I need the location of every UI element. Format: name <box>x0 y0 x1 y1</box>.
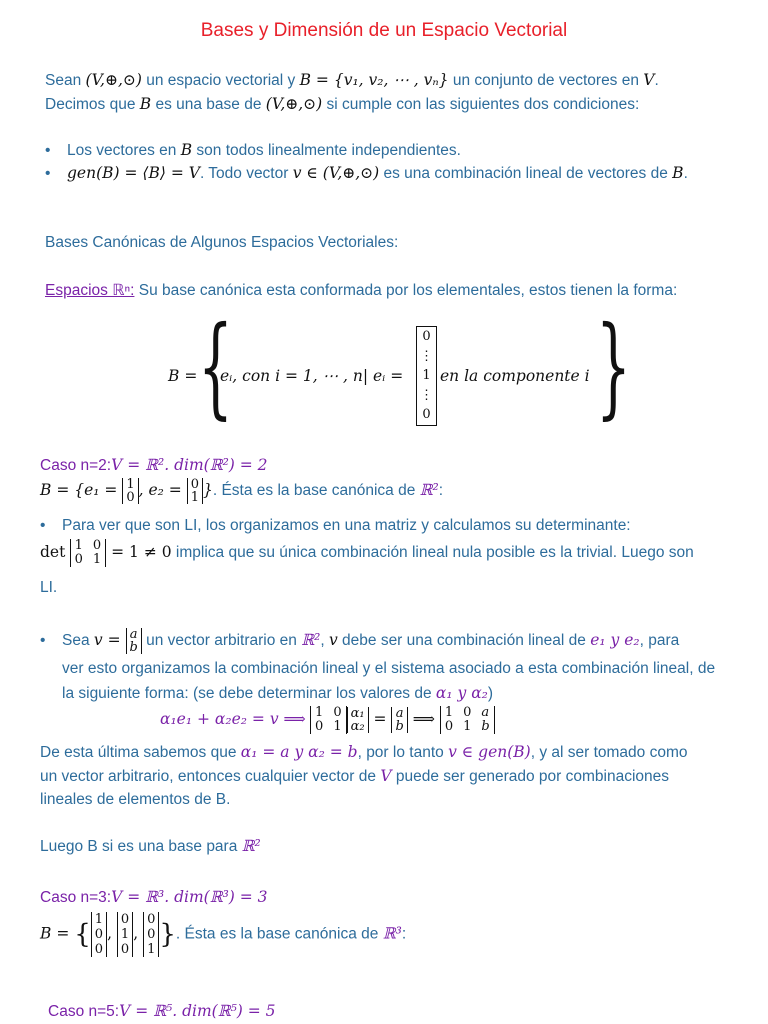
rn-label: Espacios ℝⁿ: <box>45 282 135 299</box>
case2-bullet-2: • Sea v = a b un vector arbitrario en ℝ², v debe ser una combinación lineal de e₁ y e₂, para <box>40 627 680 655</box>
case2-det-line: det 1 0 0 1 = 1 ≠ 0 implica que su única combinación lineal nula posible es la trivial. Luego son <box>40 538 694 567</box>
e1-vector: 1 0 <box>122 478 138 504</box>
case2-conclusion-3: lineales de elementos de B. <box>40 791 231 808</box>
rn-line: Espacios ℝⁿ: Su base canónica esta conformada por los elementales, estos tienen la forma: <box>45 282 678 299</box>
case3-heading: Caso n=3:V = ℝ³. dim(ℝ³) = 3 <box>40 888 268 906</box>
case2-bullet-2-line-3: la siguiente forma: (se debe determinar los valores de α₁ y α₂) <box>62 684 494 702</box>
case2-final: Luego B si es una base para ℝ² <box>40 837 261 855</box>
e3-r3: 0 0 1 <box>143 912 159 957</box>
case3-basis: B = { 1 0 0 , 0 1 0 , 0 0 1 }. Ésta es la base canónica de ℝ³: <box>40 912 407 957</box>
case2-system-equation: α₁e₁ + α₂e₂ = v ⟹ 1 0 0 1 α₁ α₂ = a b ⟹ 1 0 a 0 1 b <box>160 706 495 734</box>
case2-bullet-1: • Para ver que son LI, los organizamos en una matriz y calculamos su determinante: <box>40 517 631 534</box>
case5-heading: Caso n=5:V = ℝ⁵. dim(ℝ⁵) = 5 <box>48 1002 276 1020</box>
case2-conclusion-2: un vector arbitrario, entonces cualquier vector de V puede ser generado por combinaciones <box>40 767 669 785</box>
elementary-vector: 0 ⋮ 1 ⋮ 0 <box>416 326 437 426</box>
e1-r3: 1 0 0 <box>91 912 107 957</box>
det-matrix: 1 0 0 1 <box>70 539 107 567</box>
page-title: Bases y Dimensión de un Espacio Vectorial <box>200 20 568 41</box>
condition-2: • gen(B) = ⟨B⟩ = V. Todo vector v ∈ (V,⊕,⊙) es una combinación lineal de vectores de B. <box>45 164 688 182</box>
case2-det-line-2: LI. <box>40 579 58 596</box>
case2-heading: Caso n=2:V = ℝ². dim(ℝ²) = 2 <box>40 456 268 474</box>
canonical-heading: Bases Canónicas de Algunos Espacios Vectoriales: <box>45 234 399 251</box>
intro-line-1: Sean (V,⊕,⊙) un espacio vectorial y B = {v₁, v₂, ⋯ , vₙ} un conjunto de vectores en V. <box>45 71 659 89</box>
case2-basis: B = {e₁ = 1 0 , e₂ = 0 1 }. Ésta es la base canónica de ℝ²: <box>40 477 444 505</box>
case2-conclusion-1: De esta última sabemos que α₁ = a y α₂ = b, por lo tanto v ∈ gen(B), y al ser tomado como <box>40 743 688 761</box>
e2-r3: 0 1 0 <box>117 912 133 957</box>
condition-1: • Los vectores en B son todos linealmente independientes. <box>45 141 461 159</box>
augmented-matrix: 1 0 a 0 1 b <box>440 706 495 734</box>
intro-line-2: Decimos que B es una base de (V,⊕,⊙) si cumple con las siguientes dos condiciones: <box>45 95 640 113</box>
v-vector: a b <box>126 628 142 654</box>
e2-vector: 0 1 <box>187 478 203 504</box>
case2-bullet-2-line-2: ver esto organizamos la combinación lineal y el sistema asociado a esta combinación lineal, de <box>62 660 716 677</box>
